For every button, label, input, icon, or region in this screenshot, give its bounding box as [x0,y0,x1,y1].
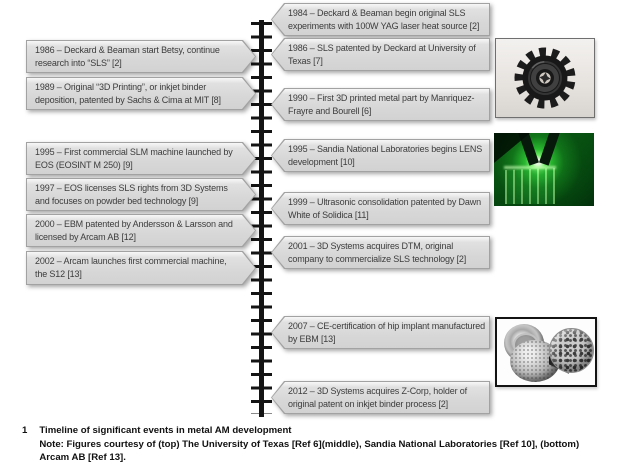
event-text: 1990 – First 3D printed metal part by Manriquez-Frayre and Bourell [6] [288,93,475,116]
figure-caption [22,424,622,465]
event-callout-right-2001 [271,236,490,269]
event-callout-right-1984 [271,3,490,36]
figure-caption-title: Timeline of significant events in metal AM development [39,425,292,436]
event-text: 2002 – Arcam launches first commercial machine, the S12 [13] [35,256,227,279]
event-text: 1995 – Sandia National Laboratories begins LENS development [10] [288,144,483,167]
event-text: 2001 – 3D Systems acquires DTM, original company to commercialize SLS technology [2] [288,241,467,264]
event-text: 1986 – SLS patented by Deckard at University of Texas [7] [288,43,476,66]
figure-caption-note: Note: Figures courtesy of (top) The University of Texas [Ref 6](middle), Sandia National Laboratories [Ref 10], (bottom) Arcam AB [Ref 13]. [39,438,580,463]
event-callout-right-1986 [271,38,490,71]
event-callout-left-2002 [26,251,256,285]
event-callout-right-2007 [271,316,490,349]
lens-deposition-photo [494,133,594,206]
event-text: 1999 – Ultrasonic consolidation patented by Dawn White of Solidica [11] [288,197,481,220]
event-text: 1997 – EOS licenses SLS rights from 3D Systems and focuses on powder bed technology [9] [35,183,228,206]
gear-icon [513,46,577,110]
event-callout-right-1995 [271,139,490,172]
event-text: 1989 – Original “3D Printing”, or inkjet binder deposition, patented by Sachs & Cima at MIT [8] [35,82,221,105]
event-callout-right-1999 [271,192,490,225]
figure-number: 1 [22,425,28,436]
event-callout-left-1989 [26,77,256,110]
event-text: 2012 – 3D Systems acquires Z-Corp, holder of original patent on inkjet binder process [2] [288,386,467,409]
sls-sprocket-part-photo [495,38,595,118]
event-text: 2007 – CE-certification of hip implant manufactured by EBM [13] [288,321,485,344]
ebm-hip-implant-photo [495,317,597,387]
event-text: 1984 – Deckard & Beaman begin original SLS experiments with 100W YAG laser heat source [2] [288,8,480,31]
event-text: 2000 – EBM patented by Andersson & Larsson and licensed by Arcam AB [12] [35,219,233,242]
event-callout-left-1995 [26,142,256,175]
event-callout-right-2012 [271,381,490,414]
melt-line [504,166,556,169]
porous-surface-magnified [549,328,594,373]
event-callout-left-1986 [26,40,256,73]
event-callout-left-2000 [26,214,256,247]
event-text: 1995 – First commercial SLM machine launched by EOS (EOSINT M 250) [9] [35,147,233,170]
event-text: 1986 – Deckard & Beaman start Betsy, continue research into “SLS” [2] [35,45,220,68]
event-callout-left-1997 [26,178,256,211]
deposited-part [505,168,555,204]
event-callout-right-1990 [271,88,490,121]
